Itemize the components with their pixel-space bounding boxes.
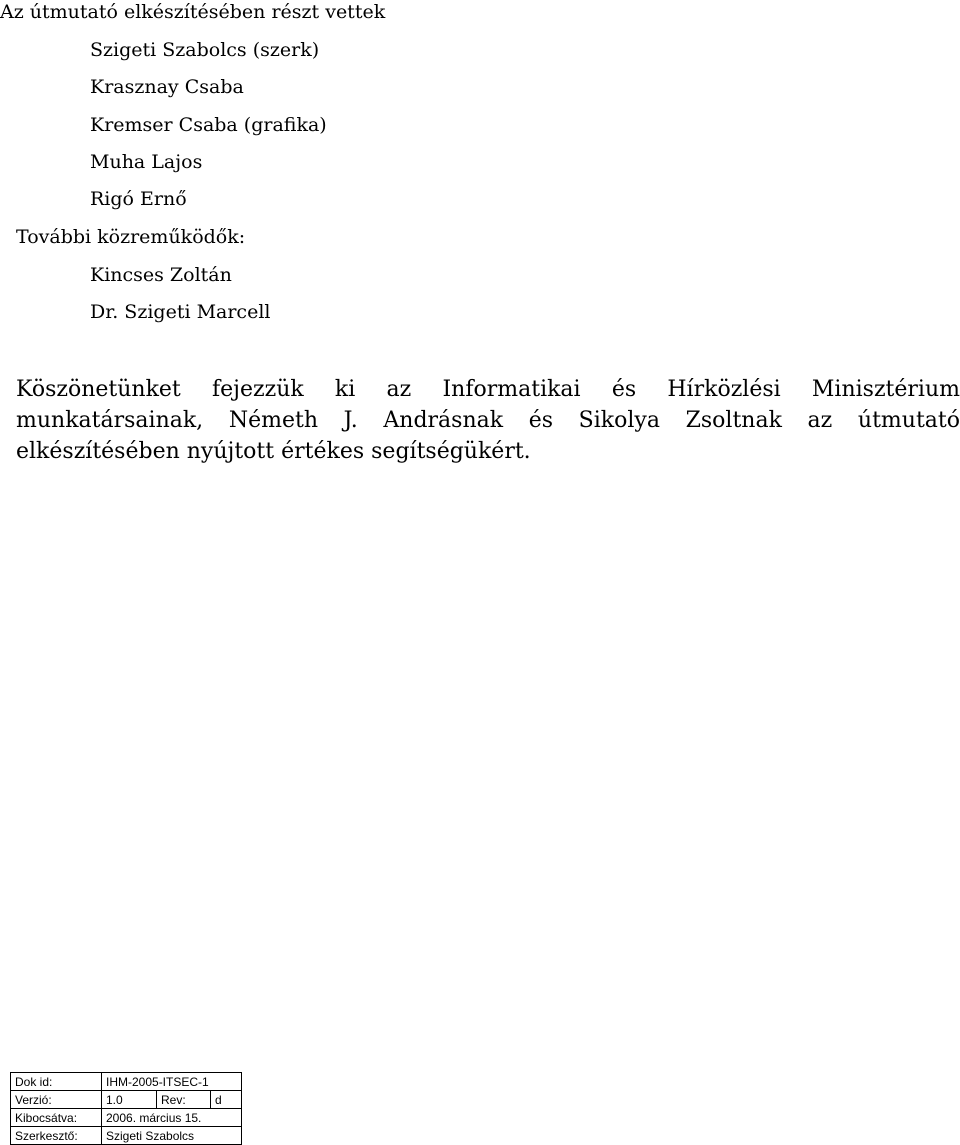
version-label: Verzió: — [11, 1091, 102, 1109]
contributor-name: Rigó Ernő — [90, 188, 187, 210]
document-info-table — [10, 1072, 242, 1145]
contributor-name: Krasznay Csaba — [90, 76, 244, 98]
contributor-name: Kremser Csaba (grafika) — [90, 114, 327, 136]
contributor-name: Muha Lajos — [90, 151, 203, 173]
further-contributor-name: Kincses Zoltán — [90, 264, 232, 286]
issued-label: Kibocsátva: — [11, 1109, 102, 1127]
version-value: 1.0 — [102, 1091, 157, 1109]
issued-value: 2006. március 15. — [102, 1109, 242, 1127]
contributor-name: Szigeti Szabolcs (szerk) — [90, 39, 320, 61]
further-contributor-name: Dr. Szigeti Marcell — [90, 301, 271, 323]
doc-id-label: Dok id: — [11, 1073, 102, 1091]
version-row — [11, 1091, 242, 1109]
credits-heading: Az útmutató elkészítésében részt vettek — [0, 1, 386, 23]
issued-row — [11, 1109, 242, 1127]
further-contributors-heading: További közreműködők: — [16, 226, 246, 248]
editor-row — [11, 1127, 242, 1145]
doc-id-value: IHM-2005-ITSEC-1 — [102, 1073, 242, 1091]
revision-label: Rev: — [157, 1091, 211, 1109]
acknowledgement-paragraph: Köszönetünket fejezzük ki az Informatikai és Hírközlési Minisztérium munkatársainak, Németh J. Andrásnak és Sikolya Zsoltnak az útmutató elkészítésében nyújtott értékes segítségükért. — [16, 377, 960, 464]
editor-value: Szigeti Szabolcs — [102, 1127, 242, 1145]
doc-id-row — [11, 1073, 242, 1091]
revision-value: d — [211, 1091, 242, 1109]
editor-label: Szerkesztő: — [11, 1127, 102, 1145]
